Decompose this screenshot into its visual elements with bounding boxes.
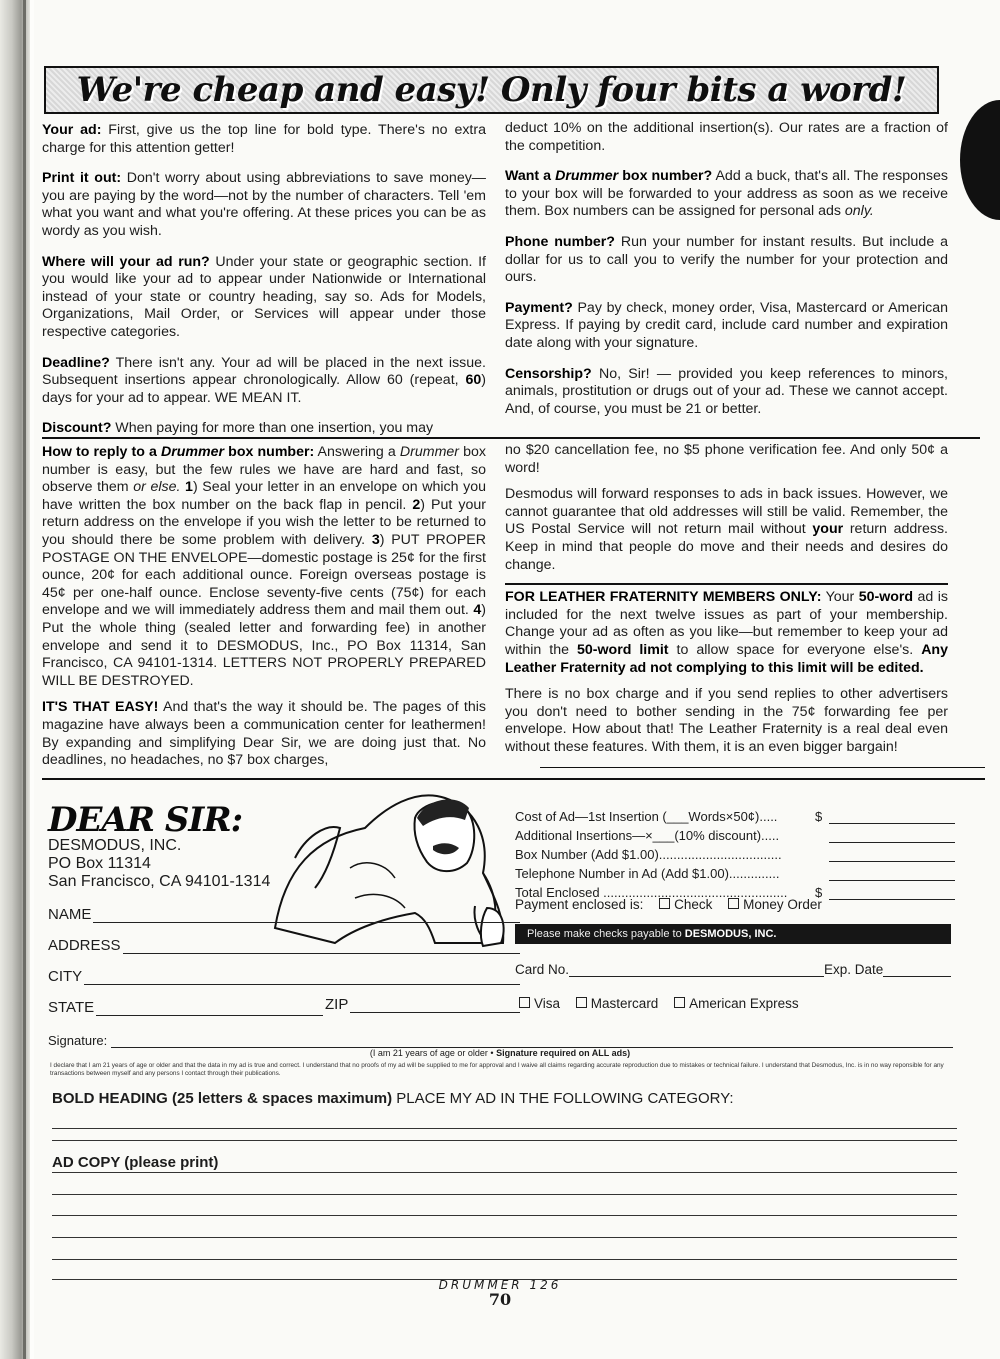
reply-text-italic-1: Drummer [399, 444, 460, 460]
easy-heading: IT'S THAT EASY! [42, 699, 159, 716]
print-text: Don't worry about using abbreviations to save money—you are paying by the word—not by the number of characters. Tell 'em what you want and what you're offering. At these prices you can be as wordy as you wish. [42, 170, 486, 239]
box-heading-2: box number? [618, 168, 713, 185]
headline: We're cheap and easy! Only four bits a word! [76, 70, 907, 110]
reply-heading-2: box number: [224, 444, 315, 460]
page-number: 70 [488, 1290, 512, 1309]
reply-heading-italic: Drummer [161, 444, 225, 460]
amex-label: American Express [689, 996, 799, 1011]
card-type-row [515, 996, 799, 1011]
ad-copy-line[interactable] [52, 1194, 957, 1195]
ad-copy-line[interactable] [52, 1259, 957, 1260]
intro-right-column [505, 120, 948, 431]
form-divider [42, 778, 985, 780]
check-checkbox[interactable] [659, 898, 670, 909]
edge-graphic [960, 100, 1000, 220]
deadline-text-2: ) days for your ad to appear. WE MEAN IT. [42, 372, 486, 406]
form-heading: DEAR SIR: [48, 800, 243, 840]
checks-payable-bar [515, 924, 951, 944]
zip-field[interactable] [325, 996, 520, 1013]
magazine-spine [0, 0, 30, 1359]
city-field[interactable] [48, 968, 520, 985]
box-heading-italic: Drummer [555, 168, 619, 185]
reply-text-4: ) Put your return address on the envelope if you wish the letter to be returned to you should there be some problem with delivery. [42, 496, 486, 548]
name-label: NAME [48, 906, 92, 923]
reply-left-column [42, 444, 486, 779]
payment-method-row [515, 897, 822, 912]
where-para [42, 254, 486, 342]
your-ad-para [42, 122, 486, 157]
print-para [42, 170, 486, 240]
no-box-para: There is no box charge and if you send replies to other advertisers you don't need to bother sending in the 75¢ forwarding fee per envelope. How about that! The Leather Fraternity is a real deal even without these features. With them, it is an even bigger bargain! [505, 686, 948, 755]
cost-label: Cost of Ad—1st Insertion (___Words×50¢)..... [515, 809, 778, 824]
check-label: Check [674, 897, 713, 912]
censorship-para [505, 366, 948, 419]
reply-text-1: Answering a [314, 444, 400, 460]
cost-label: Box Number (Add $1.00).................................. [515, 847, 782, 862]
easy-text: And that's the way it should be. The pages of this magazine have always been a communication center for leathermen! By expanding and simplifying Dear Sir, we are doing just that. No deadlines, no headaches, no $7 box charges, [42, 699, 486, 769]
reply-end-rule [540, 767, 985, 768]
reply-step-4: 4 [473, 602, 482, 619]
phone-heading: Phone number? [505, 233, 615, 250]
ad-copy-line[interactable] [52, 1215, 957, 1216]
reply-step-1: 1 [180, 479, 193, 496]
visa-label: Visa [534, 996, 561, 1011]
company-name: DESMODUS, INC. [48, 837, 182, 854]
bold-heading-row [52, 1090, 734, 1107]
reply-text-3: ) Seal your letter in an envelope on which you have written the box number on the back flap in pencil. [42, 479, 486, 513]
card-no-label: Card No. [515, 962, 570, 977]
box-text-italic: only. [844, 203, 874, 220]
state-label: STATE [48, 999, 95, 1016]
address-label: ADDRESS [48, 937, 121, 954]
reply-text-6: ) Put the whole thing (sealed letter and forwarding fee) in another envelope and send it to DESMODUS, Inc., PO Box 11314, San Francisco, CA 94101-1314. LETTERS NOT PROPERLY PREPARED WILL BE DESTROYED. [42, 602, 486, 689]
cost-label: Total Enclosed ................................................... [515, 885, 788, 900]
forward-text: Desmodus will forward responses to ads in back issues. However, we cannot guarantee that old addresses will still be valid. Remember, the US Postal Service will not return mail without [505, 486, 948, 538]
print-heading: Print it out: [42, 170, 122, 187]
your-ad-text: First, give us the top line for bold type. There's no extra charge for this attention getter! [42, 122, 486, 156]
reply-step-3: 3 [371, 531, 380, 548]
leather-divider [505, 583, 948, 585]
reply-right-column [505, 442, 948, 766]
phone-para [505, 234, 948, 287]
payment-text: Pay by check, money order, Visa, Mastercard or American Express. If paying by credit card, include card number and expiration date along with your signature. [505, 299, 948, 351]
card-no-input[interactable] [569, 964, 824, 977]
cost-label: Telephone Number in Ad (Add $1.00).............. [515, 866, 780, 881]
phone-text: Run your number for instant results. But include a dollar for us to call you to verify the number for your protection and ours. [505, 233, 948, 286]
forward-para [505, 486, 948, 574]
checks-payable-text: Please make checks payable to [527, 928, 685, 940]
discount-cont: deduct 10% on the additional insertion(s). Our rates are a fraction of the competition. [505, 120, 948, 154]
money-order-checkbox[interactable] [728, 898, 739, 909]
city-label: CITY [48, 968, 83, 985]
signature-note [0, 1048, 1000, 1058]
signature-label: Signature: [48, 1033, 108, 1048]
category-label: PLACE MY AD IN THE FOLLOWING CATEGORY: [392, 1090, 734, 1107]
ad-copy-line[interactable] [52, 1237, 957, 1238]
declaration: I declare that I am 21 years of age or older and that the data in my ad is true and correct. I understand that no proofs of my ad will be supplied to me for approval and I waive all claims regarding accurate reproduction due to mistakes or technical failure. I understand that Desmodus, Inc. is in no way reponsible for any transactions between myself and any persons I contact through their publications. [50, 1062, 944, 1077]
reply-text-italic-2: or else. [133, 479, 181, 496]
headline-banner [44, 66, 939, 114]
currency: $ [815, 809, 823, 824]
box-number-para [505, 168, 948, 221]
leather-heading: FOR LEATHER FRATERNITY MEMBERS ONLY: [505, 589, 822, 606]
cost-breakdown [515, 805, 955, 900]
bold-heading-label: BOLD HEADING (25 letters & spaces maximum) [52, 1090, 393, 1107]
intro-left-column [42, 122, 486, 451]
cost-row[interactable] [515, 805, 955, 824]
amex-checkbox[interactable] [674, 997, 685, 1008]
bold-heading-line[interactable] [52, 1128, 957, 1129]
leather-para [505, 589, 948, 677]
discount-para [42, 420, 486, 438]
deadline-heading: Deadline? [42, 354, 110, 371]
zip-label: ZIP [325, 996, 349, 1013]
magazine-issue: DRUMMER 126 [438, 1278, 562, 1292]
signature-field[interactable] [48, 1033, 953, 1048]
cost-row[interactable] [515, 824, 955, 843]
cost-row[interactable] [515, 862, 955, 881]
reply-text-5: ) PUT PROPER POSTAGE ON THE ENVELOPE—domestic postage is 25¢ for the first ounce, 20¢ for each additional ounce. Foreign overseas postage is 45¢ per one-half ounce. Enclose seventy-five cents (75¢) for each envelope and we will immediately address them and mail them out. [42, 531, 486, 619]
where-text: Under your state or geographic section. If you would like your ad to appear under Nationwide or International instead of your state or country heading, say so. Ads for Models, Organizations, Mail Order, or Services will appear under those respective categories. [42, 253, 486, 340]
visa-checkbox[interactable] [519, 997, 530, 1008]
payment-para [505, 300, 948, 353]
address-field[interactable] [48, 937, 520, 954]
leather-bold-3: Any Leather Fraternity ad not complying to this limit will be edited. [505, 641, 948, 676]
discount-text: When paying for more than one insertion, you may [111, 420, 434, 437]
sig-note-bold: Signature required on ALL ads) [496, 1048, 631, 1058]
exp-date-input[interactable] [883, 964, 951, 977]
deadline-para [42, 355, 486, 408]
deadline-bold: 60 [465, 372, 482, 389]
exp-date-label: Exp. Date [824, 962, 884, 977]
payment-heading: Payment? [505, 299, 573, 316]
section-divider [42, 437, 980, 439]
forward-text-2: return address. Keep in mind that people do move and their needs and desires do change. [505, 521, 948, 573]
bold-heading-line[interactable] [52, 1140, 957, 1141]
mastercard-label: Mastercard [590, 996, 659, 1011]
state-field[interactable] [48, 999, 323, 1016]
currency: $ [815, 885, 823, 900]
cost-label: Additional Insertions—×___(10% discount)..... [515, 828, 780, 843]
po-box: PO Box 11314 [48, 855, 151, 872]
checks-payable-name: DESMODUS, INC. [684, 928, 777, 940]
easy-para [42, 699, 486, 769]
leather-text-3: to allow space for everyone else's. [668, 641, 922, 658]
ad-copy-label: AD COPY (please print) [52, 1154, 219, 1171]
easy-cont: no $20 cancellation fee, no $5 phone verification fee. And only 50¢ a word! [505, 442, 948, 476]
sig-note-text: (I am 21 years of age or older • [369, 1048, 497, 1058]
name-field[interactable] [48, 906, 520, 923]
ad-copy-line[interactable] [52, 1172, 957, 1173]
reply-para [42, 444, 486, 690]
censorship-heading: Censorship? [505, 365, 592, 382]
discount-heading: Discount? [42, 420, 112, 437]
deadline-text: There isn't any. Your ad will be placed in the next issue. Subsequent insertions appear chronologically. Allow 60 (repeat, [42, 354, 486, 389]
box-heading: Want a [505, 168, 556, 185]
your-ad-heading: Your ad: [42, 122, 102, 138]
reply-text-2: box number is easy, but the few rules we have are hard and fast, so observe them [42, 444, 486, 496]
payment-label: Payment enclosed is: [515, 897, 644, 912]
leather-text-2: ad is included for the next twelve issues as part of your membership. Change your ad as often as you like—but remember to keep your ad within the [505, 589, 948, 658]
censorship-text: No, Sir! — provided you keep references to minors, animals, prostitution or drugs out of your ad. These we cannot accept. And, of course, you must be 21 or better. [505, 365, 948, 417]
leather-bold-1: 50-word [858, 589, 914, 606]
city-state-zip: San Francisco, CA 94101-1314 [48, 873, 271, 890]
mastercard-checkbox[interactable] [576, 997, 587, 1008]
where-heading: Where will your ad run? [42, 253, 210, 270]
leather-bold-2: 50-word limit [576, 641, 669, 658]
leather-text-1: Your [821, 589, 859, 606]
money-order-label: Money Order [743, 897, 822, 912]
mailing-address [48, 837, 270, 891]
card-row [515, 962, 951, 977]
reply-heading: How to reply to a [42, 444, 161, 460]
reply-step-2: 2 [412, 496, 421, 513]
cost-row[interactable] [515, 843, 955, 862]
box-text: Add a buck, that's all. The responses to your box will be forwarded to your address as soon as we receive them. Box numbers can be assigned for personal ads [505, 168, 948, 220]
forward-bold: your [812, 521, 844, 538]
